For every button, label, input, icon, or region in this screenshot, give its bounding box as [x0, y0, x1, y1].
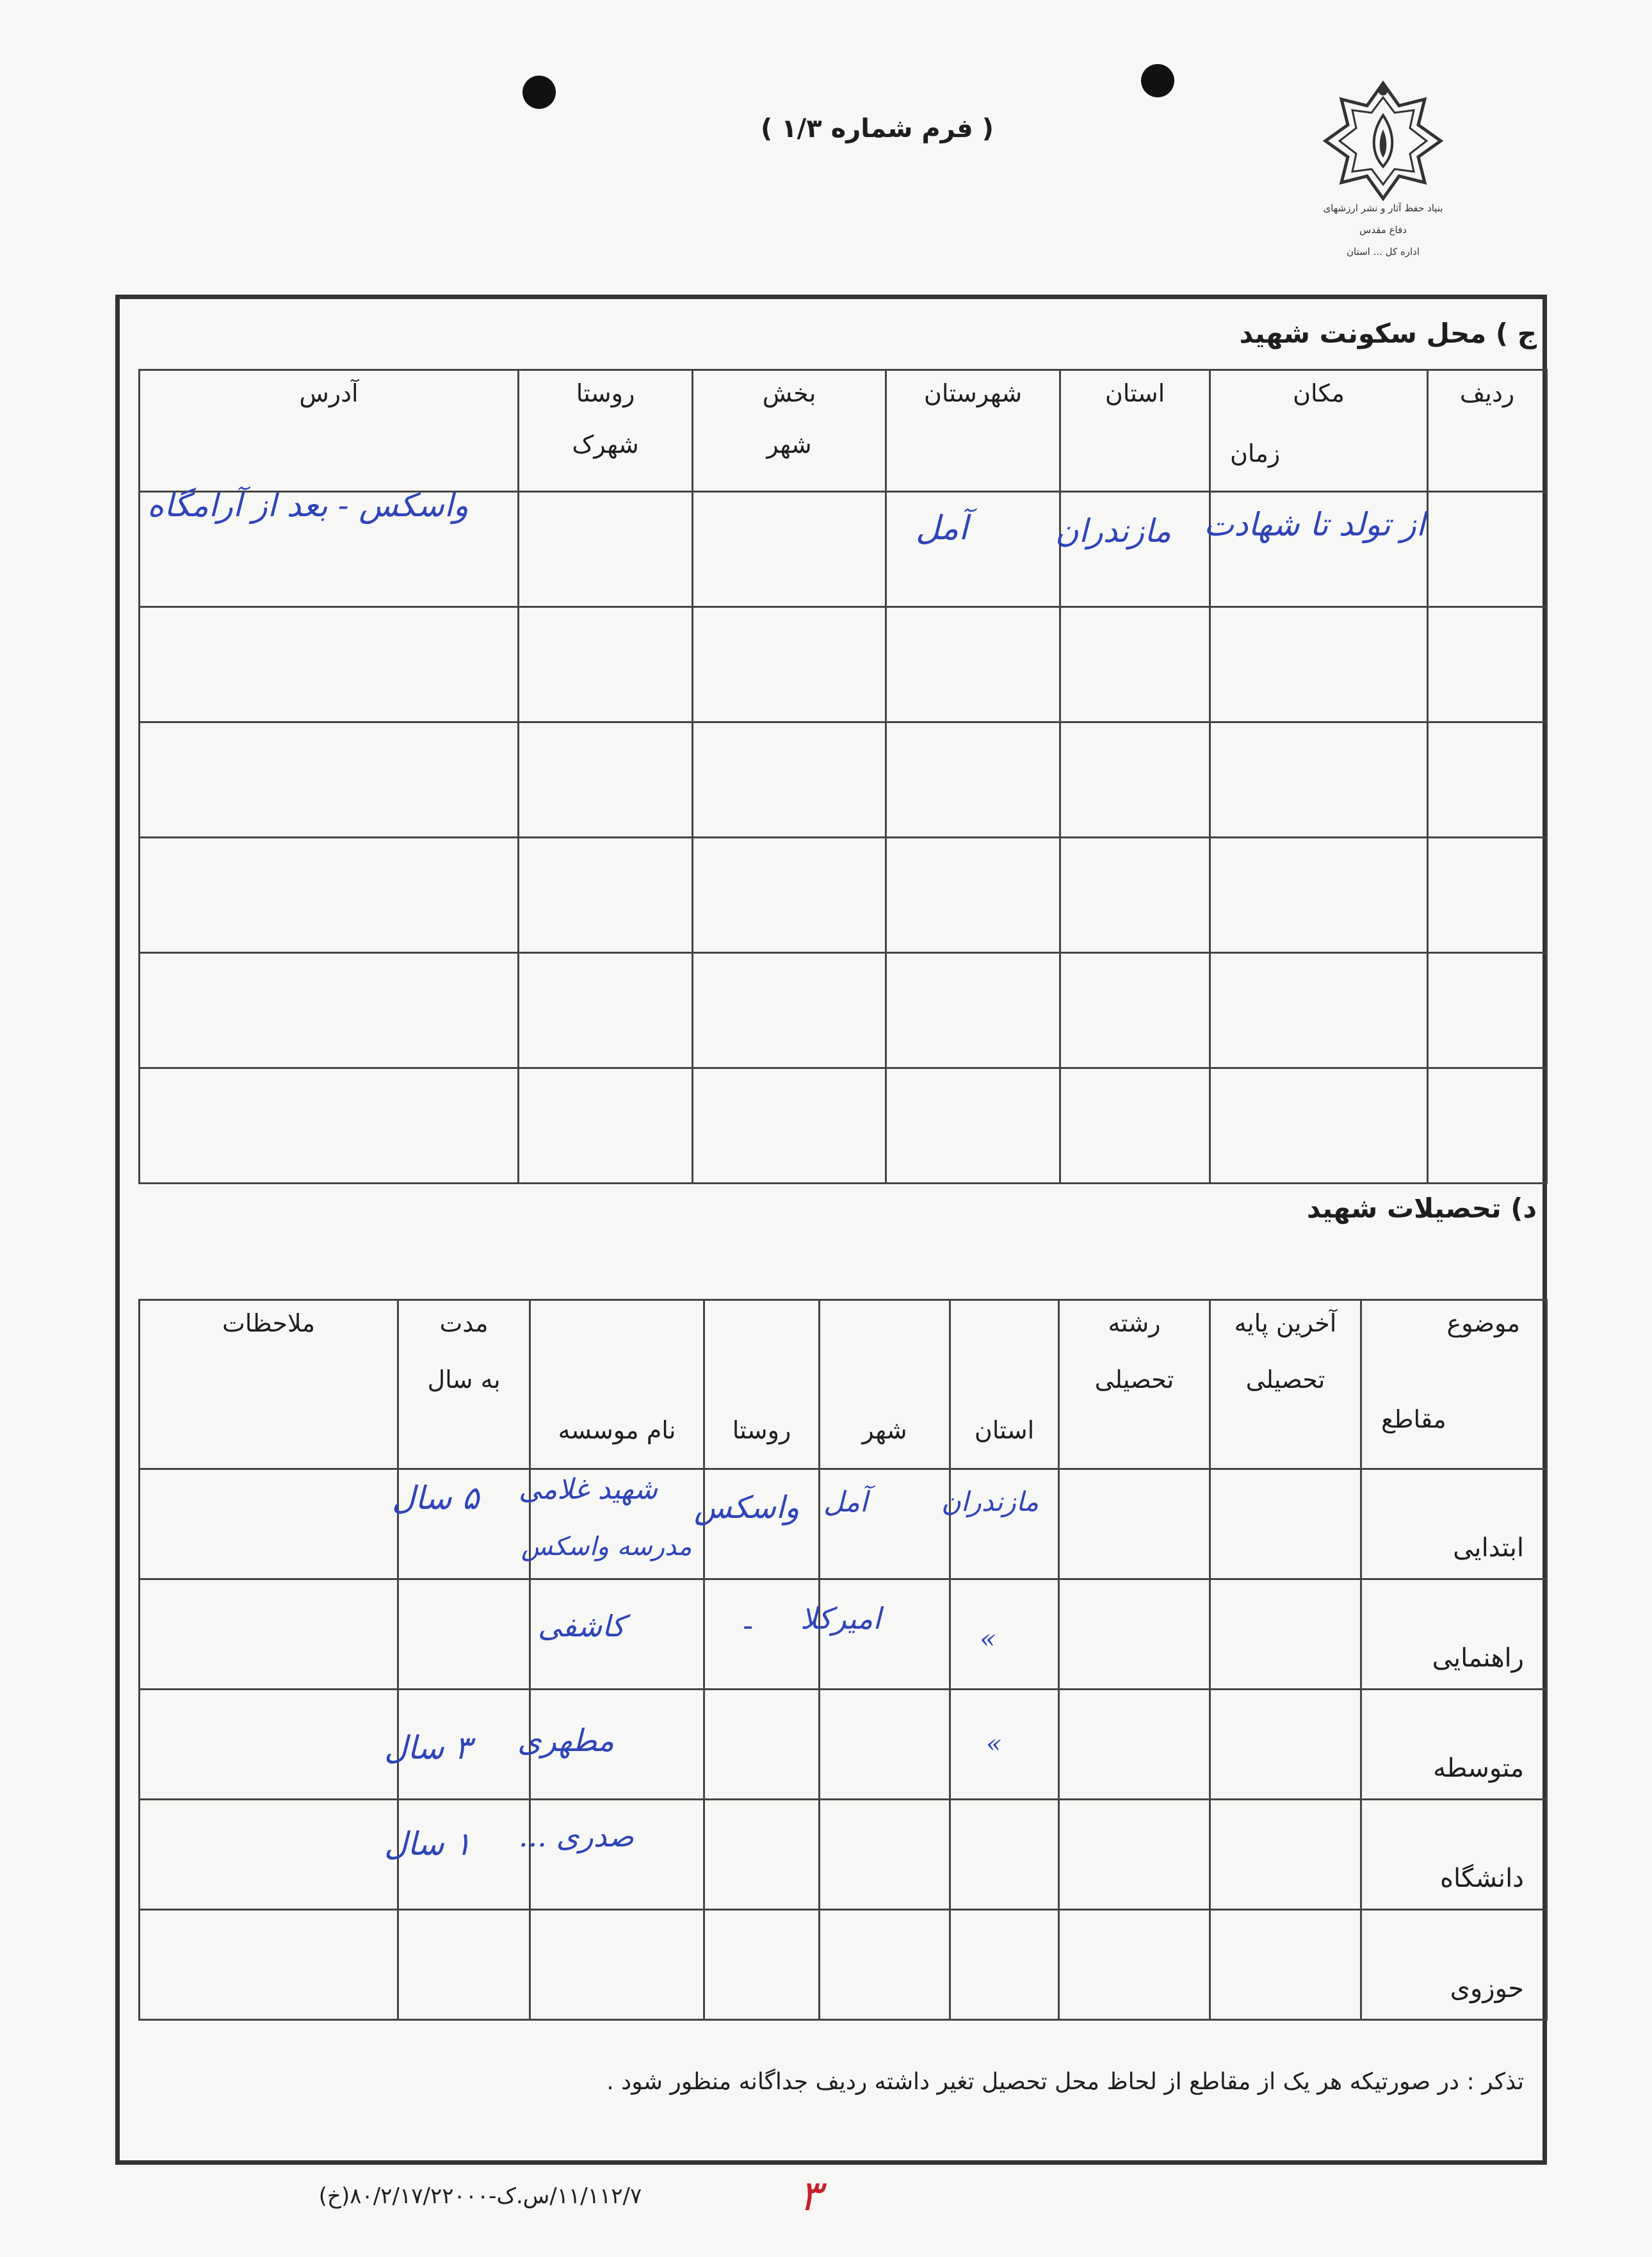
table-row	[140, 838, 1547, 953]
table-row	[140, 722, 1547, 838]
emblem-caption: بنیاد حفظ آثار و نشر ارزشهای دفاع مقدس اداره کل ... استان	[1323, 202, 1443, 257]
handwritten-institute: مطهری	[517, 1723, 615, 1759]
level-label: راهنمایی	[1361, 1579, 1547, 1690]
handwritten-province: مازندران	[1055, 512, 1172, 550]
header-address: آدرس	[140, 370, 519, 492]
table-row	[140, 1068, 1547, 1184]
header-last-grade: آخرین پایه تحصیلی	[1210, 1300, 1361, 1469]
header-province: استان	[950, 1300, 1059, 1469]
form-number: ( فرم شماره ۱/۳ )	[761, 114, 994, 143]
header-subject-level: موضوع مقاطع	[1361, 1300, 1547, 1469]
handwritten-duration: ۵ سال	[392, 1479, 480, 1517]
header-duration: مدت به سال	[398, 1300, 530, 1469]
handwritten-institute: صدری ...	[519, 1819, 634, 1854]
table-row	[140, 1910, 1547, 2020]
handwritten-province: مازندران	[941, 1486, 1039, 1517]
header-village: روستا	[704, 1300, 820, 1469]
handwritten-village: -	[743, 1608, 754, 1643]
handwritten-city: آمل	[823, 1486, 868, 1519]
table-row	[140, 1690, 1547, 1800]
header-city: شهر	[820, 1300, 950, 1469]
handwritten-city: امیرکلا	[800, 1601, 882, 1636]
punch-hole	[522, 76, 556, 109]
handwritten-institute: مدرسه واسکس	[521, 1532, 692, 1561]
header-place-time: مکان زمان	[1210, 370, 1428, 492]
handwritten-province: »	[986, 1729, 1002, 1759]
handwritten-province: »	[980, 1623, 996, 1654]
handwritten-time: از تولد تا شهادت	[1204, 506, 1425, 543]
level-label: دانشگاه	[1361, 1800, 1547, 1910]
header-village-town: روستا شهرک	[519, 370, 693, 492]
table-row	[140, 953, 1547, 1068]
header-district-city: بخش شهر	[693, 370, 886, 492]
level-label: متوسطه	[1361, 1690, 1547, 1800]
table-row	[140, 607, 1547, 722]
residence-section-title: ج ) محل سکونت شهید	[1239, 318, 1537, 349]
handwritten-address: واسکس - بعد از آرامگاه	[147, 487, 469, 524]
level-label: حوزوی	[1361, 1910, 1547, 2020]
header-county: شهرستان	[886, 370, 1060, 492]
header-institute: نام موسسه	[530, 1300, 704, 1469]
header-field: رشته تحصیلی	[1059, 1300, 1210, 1469]
page-number-mark: ۳	[798, 2171, 822, 2220]
handwritten-county: آمل	[916, 509, 968, 548]
education-section-title: د) تحصیلات شهید	[1306, 1193, 1537, 1224]
handwritten-village: واسکس	[694, 1490, 800, 1526]
header-notes: ملاحظات	[140, 1300, 398, 1469]
handwritten-institute: شهید غلامی	[519, 1473, 658, 1506]
handwritten-duration: ۳ سال	[384, 1729, 472, 1766]
level-label: ابتدایی	[1361, 1469, 1547, 1579]
handwritten-duration: ۱ سال	[384, 1825, 472, 1862]
punch-hole	[1141, 64, 1174, 97]
footer-code: ۱۱/۱۱۲/۷/س.ک-۸۰/۲/۱۷/۲۲۰۰۰(خ)	[318, 2183, 642, 2209]
table-row	[140, 1800, 1547, 1910]
education-table	[138, 1299, 1548, 2021]
header-province: استان	[1060, 370, 1210, 492]
handwritten-institute: کاشفی	[538, 1609, 626, 1643]
header-row-number: ردیف	[1428, 370, 1547, 492]
emblem-logo	[1319, 77, 1447, 205]
form-note: تذکر : در صورتیکه هر یک از مقاطع از لحاظ محل تحصیل تغیر داشته ردیف جداگانه منظور شود .	[606, 2069, 1524, 2095]
